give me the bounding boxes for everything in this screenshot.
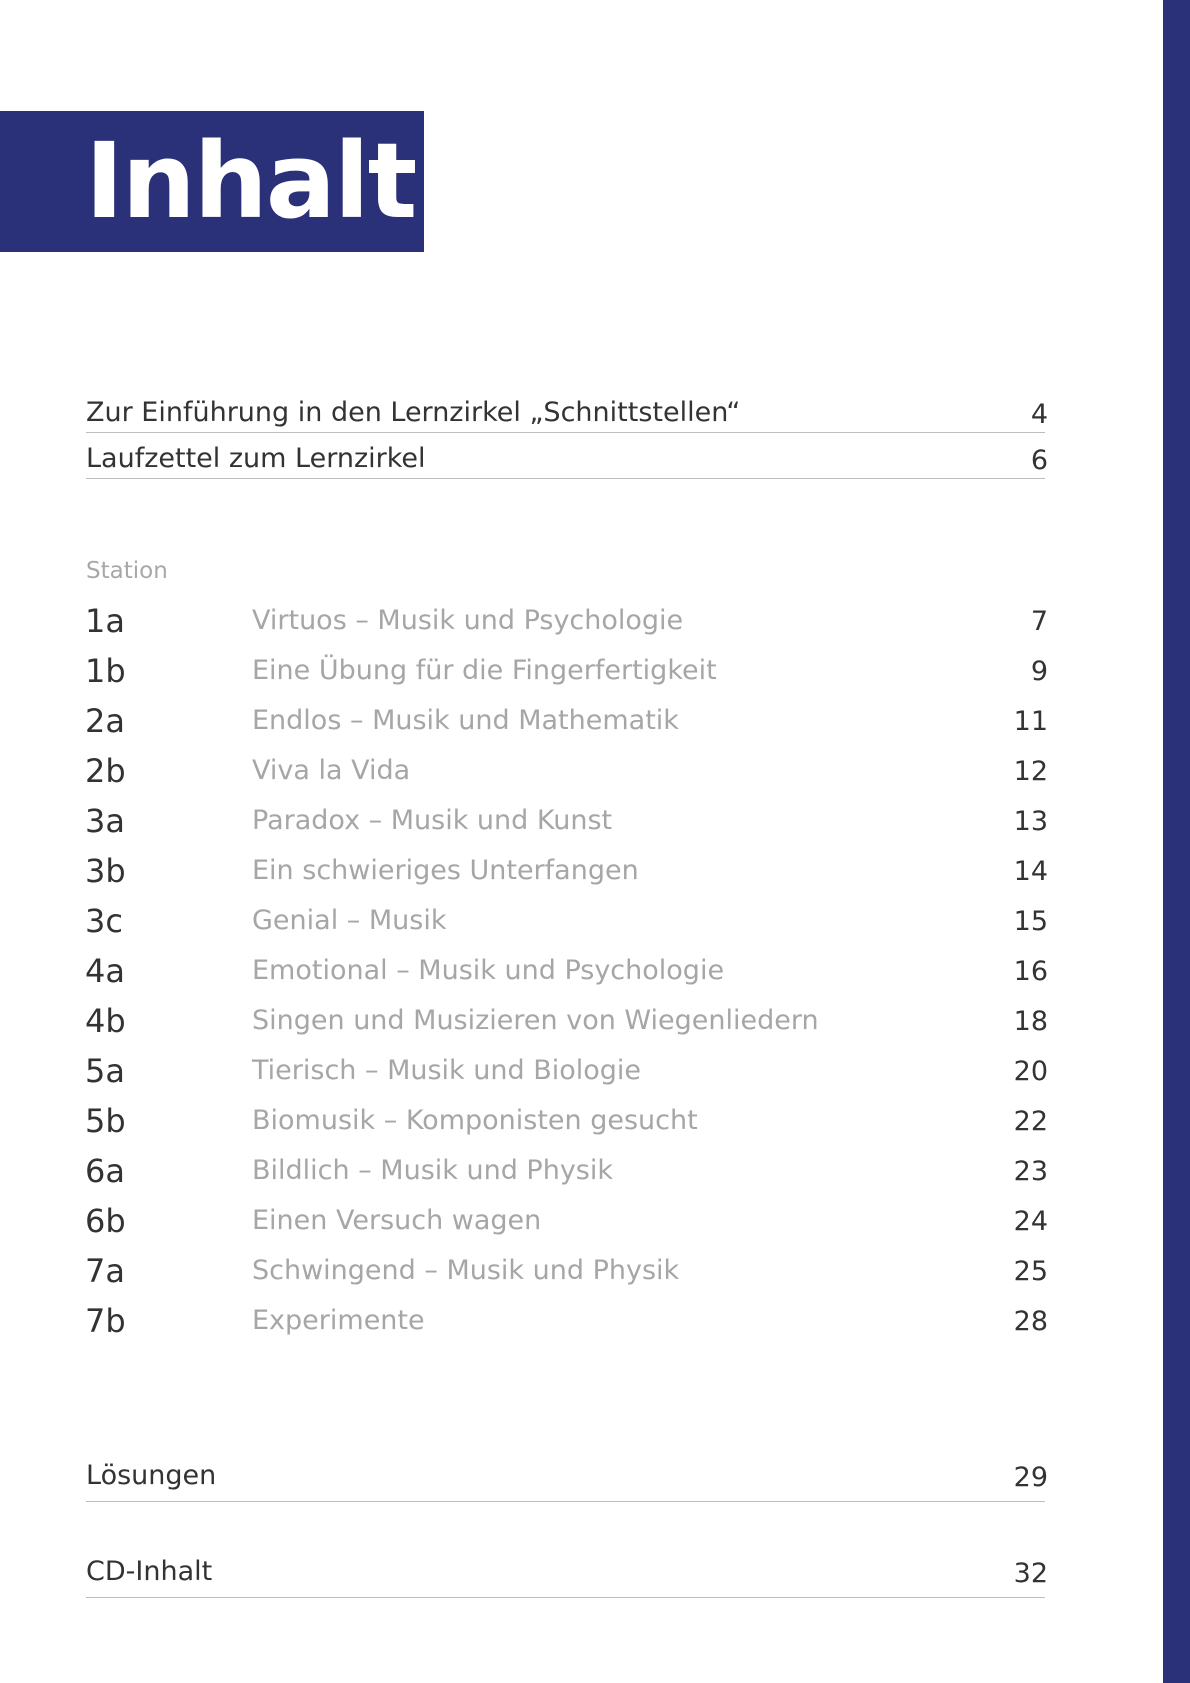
station-page: 18 bbox=[1013, 1006, 1048, 1037]
side-accent-bar bbox=[1163, 0, 1190, 1683]
page-title: Inhalt bbox=[85, 120, 416, 242]
station-page: 15 bbox=[1013, 906, 1048, 937]
station-title: Paradox – Musik und Kunst bbox=[252, 805, 613, 836]
station-title: Ein schwieriges Unterfangen bbox=[252, 855, 639, 886]
station-heading: Station bbox=[86, 558, 168, 584]
station-row[interactable] bbox=[0, 650, 1100, 700]
station-number: 6a bbox=[85, 1152, 125, 1190]
station-title: Experimente bbox=[252, 1305, 425, 1336]
station-number: 2b bbox=[85, 752, 126, 790]
station-title: Schwingend – Musik und Physik bbox=[252, 1255, 680, 1286]
station-row[interactable] bbox=[0, 600, 1100, 650]
station-page: 28 bbox=[1013, 1306, 1048, 1337]
station-page: 9 bbox=[1030, 656, 1048, 687]
station-title: Endlos – Musik und Mathematik bbox=[252, 705, 679, 736]
station-number: 3b bbox=[85, 852, 126, 890]
station-row[interactable] bbox=[0, 1200, 1100, 1250]
station-page: 20 bbox=[1013, 1056, 1048, 1087]
toc-entry-page: 6 bbox=[1030, 445, 1048, 476]
toc-entry-page: 29 bbox=[1013, 1462, 1048, 1493]
station-title: Viva la Vida bbox=[252, 755, 411, 786]
station-row[interactable] bbox=[0, 1100, 1100, 1150]
station-title: Genial – Musik bbox=[252, 905, 447, 936]
station-number: 3c bbox=[85, 902, 123, 940]
toc-entry-label: Lösungen bbox=[86, 1460, 217, 1491]
station-title: Bildlich – Musik und Physik bbox=[252, 1155, 614, 1186]
station-number: 7b bbox=[85, 1302, 126, 1340]
toc-entry-label: Laufzettel zum Lernzirkel bbox=[86, 443, 426, 474]
station-number: 5a bbox=[85, 1052, 125, 1090]
station-row[interactable] bbox=[0, 850, 1100, 900]
station-number: 6b bbox=[85, 1202, 126, 1240]
station-list bbox=[0, 600, 1100, 1350]
station-page: 14 bbox=[1013, 856, 1048, 887]
station-row[interactable] bbox=[0, 1000, 1100, 1050]
station-title: Eine Übung für die Fingerfertigkeit bbox=[252, 655, 717, 686]
station-number: 4a bbox=[85, 952, 125, 990]
station-title: Biomusik – Komponisten gesucht bbox=[252, 1105, 698, 1136]
station-row[interactable] bbox=[0, 1050, 1100, 1100]
station-page: 12 bbox=[1013, 756, 1048, 787]
station-page: 23 bbox=[1013, 1156, 1048, 1187]
station-title: Tierisch – Musik und Biologie bbox=[252, 1055, 642, 1086]
station-row[interactable] bbox=[0, 950, 1100, 1000]
station-row[interactable] bbox=[0, 1150, 1100, 1200]
station-page: 22 bbox=[1013, 1106, 1048, 1137]
station-page: 16 bbox=[1013, 956, 1048, 987]
station-number: 5b bbox=[85, 1102, 126, 1140]
station-page: 7 bbox=[1030, 606, 1048, 637]
station-page: 13 bbox=[1013, 806, 1048, 837]
toc-entry-label: Zur Einführung in den Lernzirkel „Schnittstellen“ bbox=[86, 397, 741, 428]
station-title: Virtuos – Musik und Psychologie bbox=[252, 605, 684, 636]
station-page: 11 bbox=[1013, 706, 1048, 737]
station-number: 3a bbox=[85, 802, 125, 840]
station-row[interactable] bbox=[0, 750, 1100, 800]
station-number: 1b bbox=[85, 652, 126, 690]
station-row[interactable] bbox=[0, 1300, 1100, 1350]
station-page: 24 bbox=[1013, 1206, 1048, 1237]
station-number: 2a bbox=[85, 702, 125, 740]
toc-entry-intro[interactable] bbox=[86, 388, 1048, 433]
station-title: Einen Versuch wagen bbox=[252, 1205, 542, 1236]
toc-entry-page: 32 bbox=[1013, 1558, 1048, 1589]
station-number: 7a bbox=[85, 1252, 125, 1290]
station-title: Singen und Musizieren von Wiegenliedern bbox=[252, 1005, 819, 1036]
station-row[interactable] bbox=[0, 800, 1100, 850]
toc-entry-loesungen[interactable] bbox=[86, 1455, 1048, 1502]
station-number: 4b bbox=[85, 1002, 126, 1040]
station-page: 25 bbox=[1013, 1256, 1048, 1287]
toc-entry-laufzettel[interactable] bbox=[86, 434, 1048, 479]
toc-entry-label: CD-Inhalt bbox=[86, 1556, 213, 1587]
station-title: Emotional – Musik und Psychologie bbox=[252, 955, 725, 986]
toc-entry-cd-inhalt[interactable] bbox=[86, 1551, 1048, 1598]
station-row[interactable] bbox=[0, 900, 1100, 950]
toc-entry-page: 4 bbox=[1030, 399, 1048, 430]
station-row[interactable] bbox=[0, 1250, 1100, 1300]
station-number: 1a bbox=[85, 602, 125, 640]
station-row[interactable] bbox=[0, 700, 1100, 750]
